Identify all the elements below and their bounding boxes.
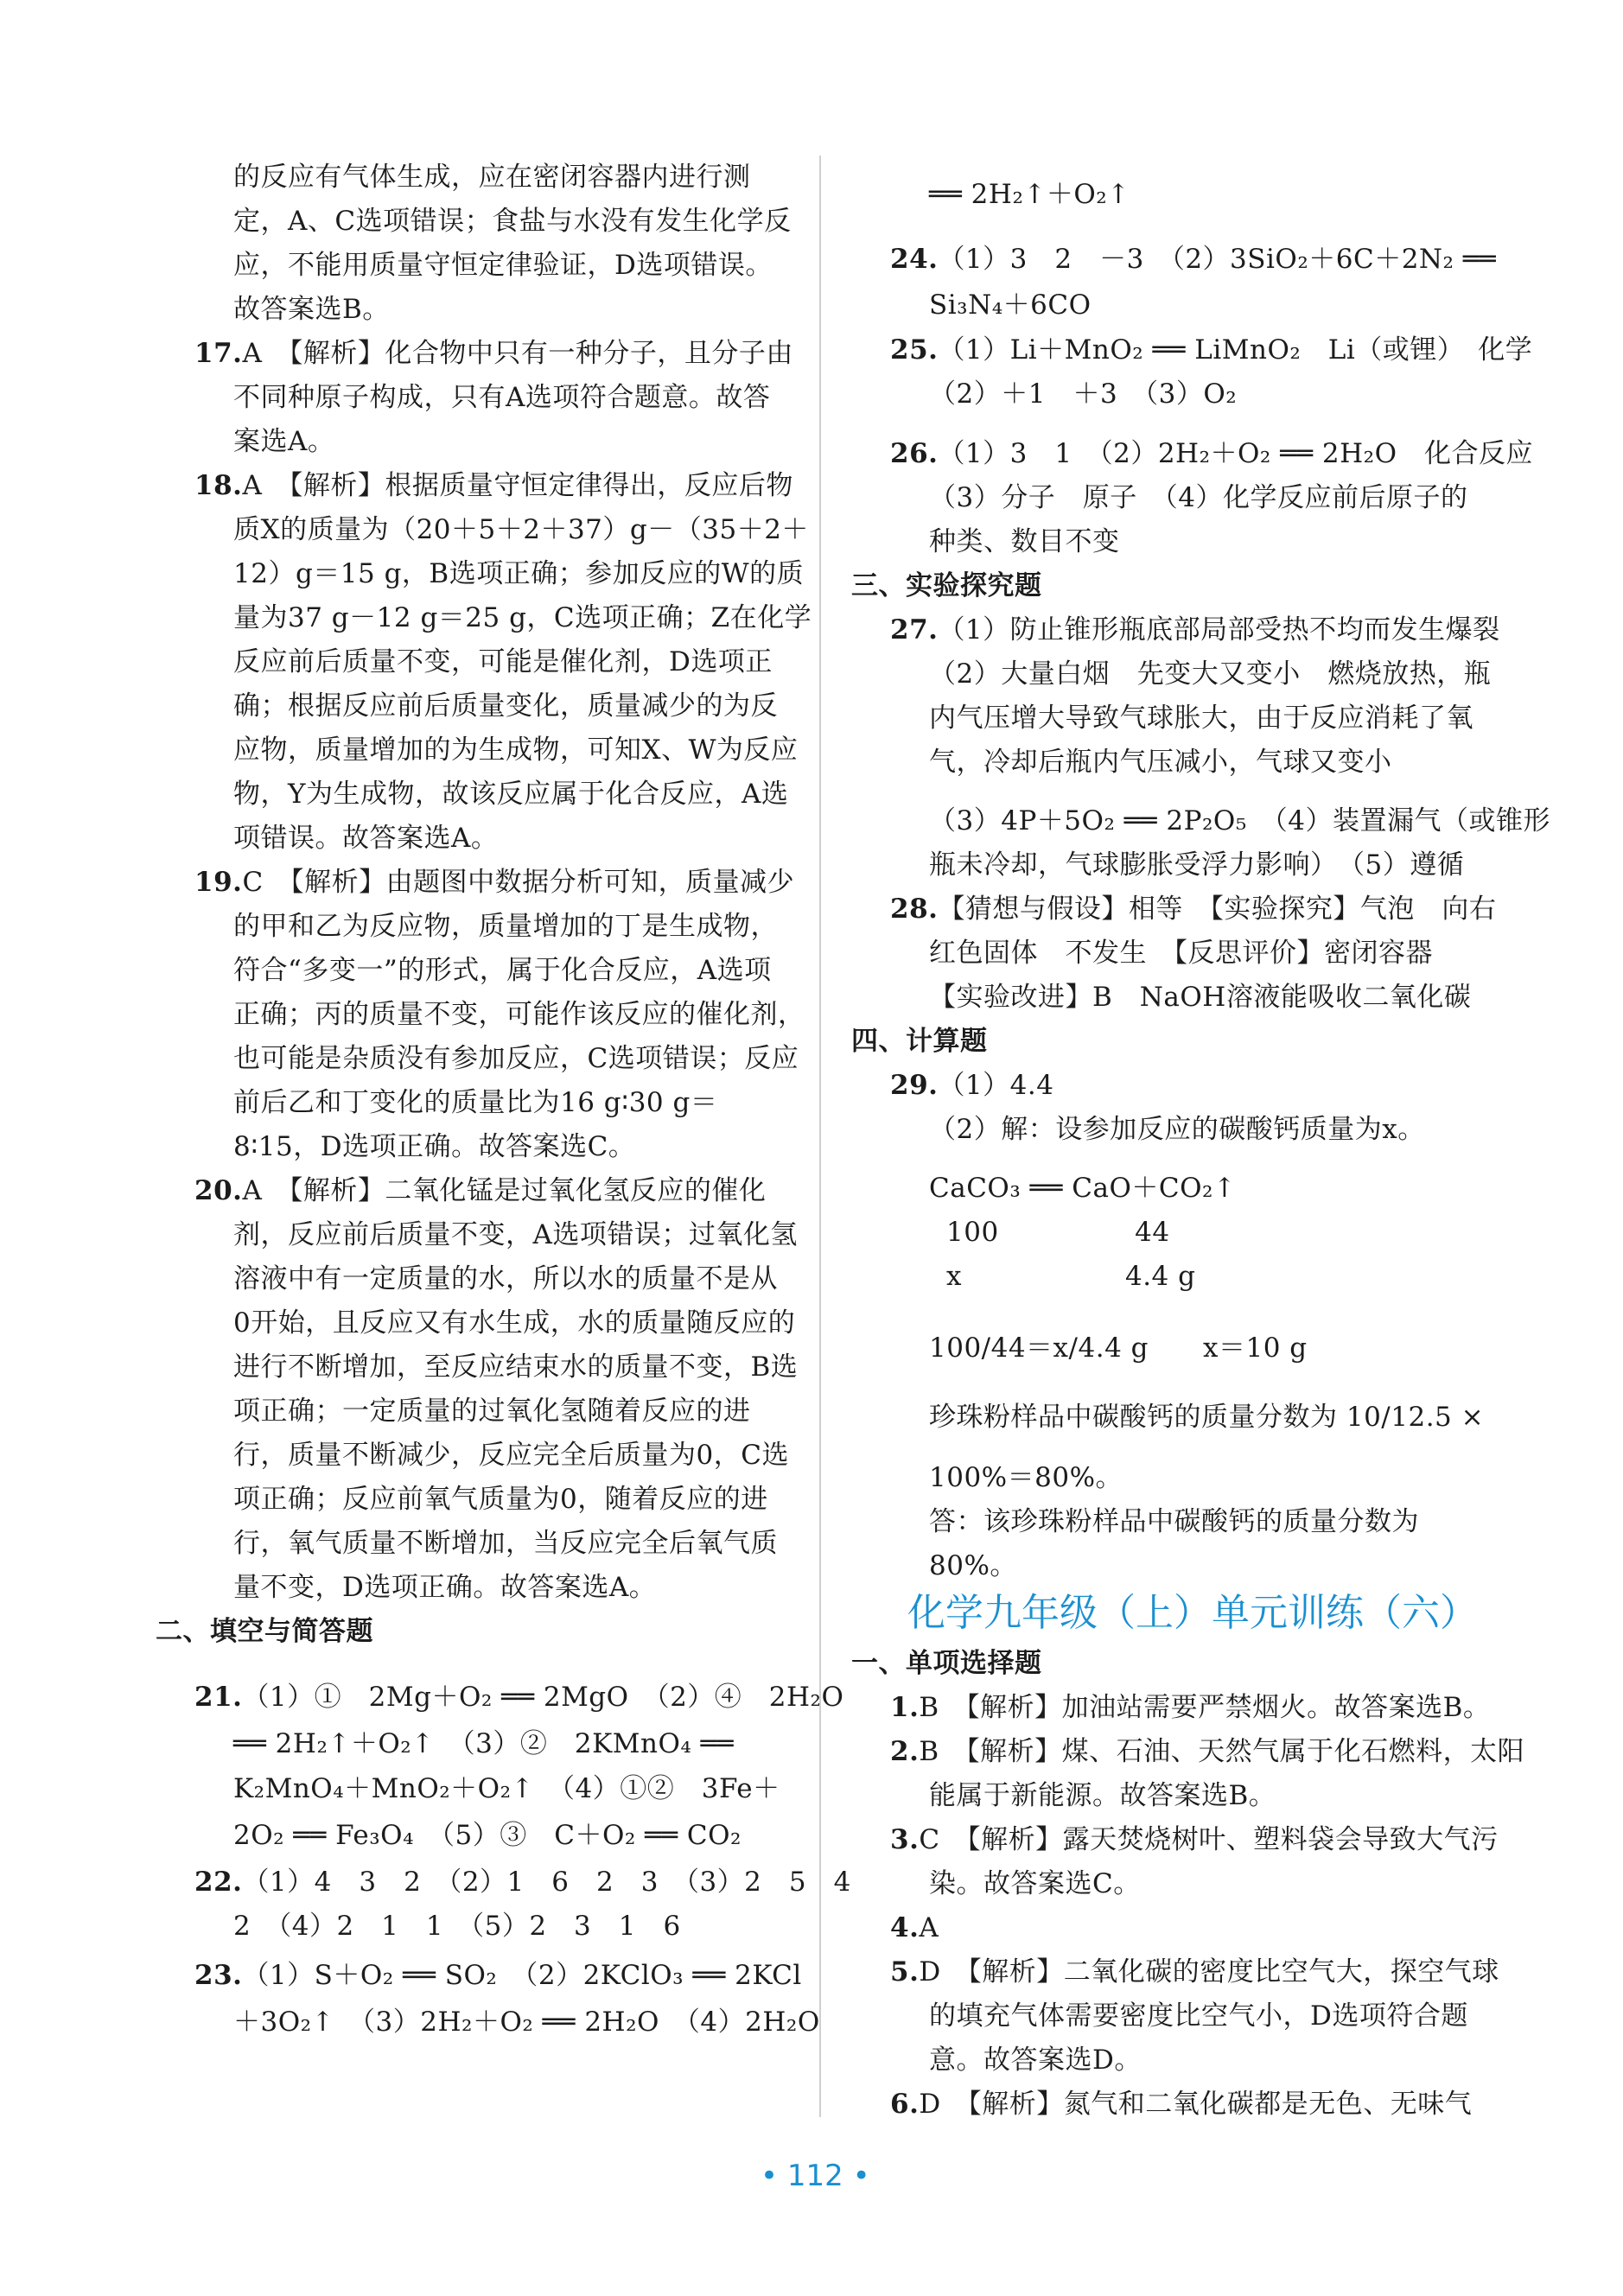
line-text: （2）大量白烟 先变大又变小 燃烧放热，瓶 — [929, 658, 1492, 690]
answer-line — [233, 1482, 768, 1517]
answer-line — [233, 380, 770, 415]
answer-line — [929, 2043, 1142, 2077]
line-text: 2O₂ ══ Fe₃O₄ （5）③ C＋O₂ ══ CO₂ — [233, 1820, 741, 1851]
line-text: 能属于新能源。故答案选B。 — [929, 1780, 1276, 1811]
line-text: 量不变，D选项正确。故答案选A。 — [233, 1572, 657, 1603]
line-text: CaCO₃ ══ CaO＋CO₂↑ — [929, 1173, 1237, 1204]
answer-line — [929, 745, 1392, 779]
answer-line — [890, 613, 1500, 647]
line-text: （2）解：设参加反应的碳酸钙质量为x。 — [929, 1114, 1425, 1145]
line-text: 确；根据反应前后质量变化，质量减少的为反 — [233, 690, 778, 722]
answer-line — [233, 733, 798, 767]
line-text: 一、单项选择题 — [851, 1648, 1042, 1679]
answer-line — [929, 177, 1130, 212]
line-text: C 【解析】由题图中数据分析可知，质量减少 — [242, 867, 795, 898]
answer-line — [929, 1400, 1484, 1434]
answer-line — [233, 1526, 778, 1561]
question-number: 22. — [194, 1867, 243, 1898]
line-text: 的甲和乙为反应物，质量增加的丁是生成物， — [233, 911, 778, 942]
answer-line — [929, 480, 1467, 515]
answer-line — [929, 848, 1464, 882]
page-number-dot-left: • — [761, 2159, 779, 2193]
answer-line — [233, 2005, 820, 2039]
answer-line — [929, 1549, 1017, 1583]
line-text: 100/44＝x/4.4 g x＝10 g — [929, 1332, 1308, 1364]
answer-line — [929, 1460, 1123, 1495]
answer-line — [233, 1771, 780, 1806]
answer-line — [929, 288, 1092, 322]
answer-line — [233, 1438, 789, 1472]
line-text: （1）4 3 2 （2）1 6 2 3 （3）2 5 4 — [242, 1867, 851, 1898]
question-number: 17. — [194, 338, 243, 369]
answer-line — [194, 1173, 766, 1208]
answer-line — [890, 1911, 939, 1945]
section-heading — [851, 1024, 988, 1059]
answer-line — [929, 1999, 1468, 2033]
answer-line — [890, 2087, 1472, 2121]
answer-line — [890, 1955, 1499, 1989]
question-number: 3. — [890, 1824, 920, 1855]
line-text: 气，冷却后瓶内气压减小，气球又变小 — [929, 747, 1392, 778]
line-text: D 【解析】二氧化碳的密度比空气大，探空气球 — [919, 1956, 1499, 1988]
section-heading — [851, 1646, 1042, 1681]
line-text: 质X的质量为（20＋5＋2＋37）g－（35＋2＋ — [233, 514, 809, 545]
line-text: 项正确；反应前氧气质量为0，随着反应的进 — [233, 1484, 768, 1515]
question-number: 26. — [890, 438, 939, 469]
answer-line — [929, 1171, 1236, 1205]
answer-line — [233, 1129, 635, 1164]
line-text: 100 44 — [946, 1217, 1170, 1248]
answer-line — [929, 1331, 1308, 1365]
answer-line — [890, 333, 1532, 367]
answer-line — [233, 1262, 778, 1296]
question-number: 24. — [890, 244, 939, 275]
answer-line — [233, 1350, 798, 1384]
answer-line — [194, 1865, 851, 1899]
line-text: 二、填空与简答题 — [156, 1616, 373, 1647]
question-number: 29. — [890, 1070, 939, 1101]
answer-line — [194, 1958, 802, 1993]
question-number: 28. — [890, 894, 939, 925]
line-text: 瓶未冷却，气球膨胀受浮力影响） （5）遵循 — [929, 849, 1465, 881]
line-text: C 【解析】露天焚烧树叶、塑料袋会导致大气污 — [919, 1824, 1499, 1855]
question-number: 4. — [890, 1912, 920, 1943]
line-text: ══ 2H₂↑＋O₂↑ （3）② 2KMnO₄ ══ — [233, 1728, 734, 1759]
question-number: 21. — [194, 1682, 243, 1713]
answer-line — [194, 336, 793, 371]
page-number-dot-right: • — [852, 2159, 870, 2193]
line-text: 12）g＝15 g，B选项正确；参加反应的W的质 — [233, 558, 805, 589]
line-text: 种类、数目不变 — [929, 526, 1120, 557]
answer-line — [890, 1822, 1499, 1857]
line-text: 三、实验探究题 — [851, 570, 1042, 601]
answer-line — [233, 1727, 734, 1761]
page-number-value: 112 — [786, 2159, 843, 2193]
answer-line — [929, 804, 1550, 838]
line-text: （3）分子 原子 （4）化学反应前后原子的 — [929, 482, 1468, 513]
line-text: （1）① 2Mg＋O₂ ══ 2MgO （2）④ 2H₂O — [242, 1682, 844, 1713]
answer-line — [233, 777, 788, 811]
answer-line — [929, 1112, 1425, 1147]
line-text: （2）＋1 ＋3 （3）O₂ — [929, 378, 1238, 410]
question-number: 19. — [194, 867, 243, 898]
line-text: （1）3 2 －3 （2）3SiO₂＋6C＋2N₂ ══ — [938, 244, 1497, 275]
answer-line — [233, 557, 804, 591]
line-text: D 【解析】氮气和二氧化碳都是无色、无味气 — [919, 2089, 1473, 2120]
line-text: 的反应有气体生成，应在密闭容器内进行测 — [233, 162, 751, 193]
line-text: ══ 2H₂↑＋O₂↑ — [929, 179, 1130, 210]
line-text: 内气压增大导致气球胀大，由于反应消耗了氧 — [929, 703, 1473, 734]
answer-line — [890, 242, 1496, 277]
answer-line — [233, 821, 498, 855]
unit-six-title: 化学九年级（上）单元训练（六） — [907, 1591, 1478, 1635]
line-text: 行，质量不断减少，反应完全后质量为0，C选 — [233, 1440, 789, 1471]
answer-line — [233, 601, 812, 635]
question-number: 27. — [890, 614, 939, 646]
answer-line — [233, 1085, 717, 1120]
line-text: 不同种原子构成，只有A选项符合题意。故答 — [233, 382, 771, 413]
answer-line — [194, 1680, 843, 1714]
line-text: 答：该珍珠粉样品中碳酸钙的质量分数为 — [929, 1506, 1419, 1537]
answer-line — [233, 1306, 795, 1340]
line-text: 100%＝80%。 — [929, 1462, 1123, 1493]
line-text: A 【解析】化合物中只有一种分子，且分子由 — [242, 338, 793, 369]
line-text: 珍珠粉样品中碳酸钙的质量分数为 10/12.5 × — [929, 1402, 1485, 1433]
answer-line — [946, 1215, 1170, 1250]
answer-line — [890, 1690, 1490, 1725]
answer-line — [233, 248, 773, 283]
line-text: 【实验改进】B NaOH溶液能吸收二氧化碳 — [929, 982, 1472, 1013]
question-number: 5. — [890, 1956, 920, 1988]
line-text: 符合“多变一”的形式，属于化合反应，A选项 — [233, 955, 772, 986]
answer-line — [233, 1570, 656, 1605]
line-text: （1）Li＋MnO₂ ══ LiMnO₂ Li（或锂） 化学 — [938, 334, 1533, 366]
line-text: 物，Y为生成物，故该反应属于化合反应，A选 — [233, 779, 789, 810]
answer-line — [929, 377, 1237, 411]
line-text: 剂，反应前后质量不变，A选项错误；过氧化氢 — [233, 1219, 798, 1250]
line-text: （3）4P＋5O₂ ══ 2P₂O₅ （4）装置漏气（或锥形 — [929, 805, 1550, 836]
line-text: 行，氧气质量不断增加，当反应完全后氧气质 — [233, 1528, 778, 1559]
question-number: 25. — [890, 334, 939, 366]
line-text: 也可能是杂质没有参加反应，C选项错误；反应 — [233, 1043, 799, 1074]
answer-line — [929, 657, 1491, 691]
line-text: A 【解析】二氧化锰是过氧化氢反应的催化 — [242, 1175, 767, 1206]
line-text: x 4.4 g — [946, 1261, 1196, 1292]
line-text: 0开始，且反应又有水生成，水的质量随反应的 — [233, 1307, 796, 1339]
line-text: 8∶15，D选项正确。故答案选C。 — [233, 1131, 636, 1162]
line-text: 项错误。故答案选A。 — [233, 823, 499, 854]
line-text: 项正确；一定质量的过氧化氢随着反应的进 — [233, 1396, 751, 1427]
line-text: 应物，质量增加的为生成物，可知X、W为反应 — [233, 735, 799, 766]
answer-line — [890, 1734, 1524, 1769]
line-text: 故答案选B。 — [233, 294, 390, 325]
answer-line — [929, 936, 1433, 970]
line-text: 2 （4）2 1 1 （5）2 3 1 6 — [233, 1911, 681, 1942]
line-text: 红色固体 不发生 【反思评价】密闭容器 — [929, 938, 1433, 969]
answer-line — [194, 865, 794, 900]
answer-line — [233, 997, 805, 1032]
answer-line — [929, 980, 1471, 1014]
answer-line — [233, 424, 334, 459]
answer-line — [929, 701, 1473, 735]
answer-line — [890, 436, 1533, 471]
answer-line — [233, 160, 751, 194]
answer-line — [233, 1394, 751, 1428]
question-number: 1. — [890, 1692, 920, 1723]
line-text: 进行不断增加，至反应结束水的质量不变，B选 — [233, 1352, 799, 1383]
line-text: B 【解析】煤、石油、天然气属于化石燃料，太阳 — [919, 1736, 1525, 1767]
answer-line — [194, 468, 793, 503]
line-text: （1）防止锥形瓶底部局部受热不均而发生爆裂 — [938, 614, 1500, 646]
answer-line — [233, 953, 772, 988]
line-text: 的填充气体需要密度比空气小，D选项符合题 — [929, 2000, 1468, 2032]
line-text: （1）S＋O₂ ══ SO₂ （2）2KClO₃ ══ 2KCl — [242, 1960, 802, 1991]
line-text: （1）4.4 — [938, 1070, 1054, 1101]
answer-line — [946, 1259, 1195, 1294]
column-divider — [819, 156, 821, 2117]
answer-line — [233, 292, 390, 327]
line-text: K₂MnO₄＋MnO₂＋O₂↑ （4）①② 3Fe＋ — [233, 1773, 780, 1804]
line-text: Si₃N₄＋6CO — [929, 289, 1092, 321]
line-text: 染。故答案选C。 — [929, 1868, 1141, 1899]
line-text: B 【解析】加油站需要严禁烟火。故答案选B。 — [919, 1692, 1491, 1723]
line-text: 【猜想与假设】相等 【实验探究】气泡 向右 — [938, 894, 1497, 925]
answer-line — [890, 892, 1496, 926]
answer-line — [929, 525, 1120, 559]
line-text: A 【解析】根据质量守恒定律得出，反应后物 — [242, 470, 793, 501]
section-heading — [156, 1614, 373, 1649]
question-number: 6. — [890, 2089, 920, 2120]
answer-line — [233, 909, 778, 944]
answer-line — [233, 1909, 681, 1943]
line-text: （1）3 1 （2）2H₂＋O₂ ══ 2H₂O 化合反应 — [938, 438, 1533, 469]
line-text: 溶液中有一定质量的水，所以水的质量不是从 — [233, 1263, 778, 1294]
answer-line — [233, 512, 809, 547]
line-text: 四、计算题 — [851, 1026, 988, 1057]
answer-line — [233, 645, 773, 679]
line-text: 定，A、C选项错误；食盐与水没有发生化学反 — [233, 206, 792, 237]
answer-line — [233, 1218, 798, 1252]
section-heading — [851, 569, 1042, 603]
line-text: 应，不能用质量守恒定律验证，D选项错误。 — [233, 250, 773, 281]
question-number: 20. — [194, 1175, 243, 1206]
line-text: 前后乙和丁变化的质量比为16 g∶30 g＝ — [233, 1087, 718, 1118]
line-text: 案选A。 — [233, 426, 335, 457]
question-number: 23. — [194, 1960, 243, 1991]
answer-line — [929, 1504, 1419, 1539]
line-text: 反应前后质量不变，可能是催化剂，D选项正 — [233, 646, 773, 677]
line-text: 量为37 g－12 g＝25 g，C选项正确；Z在化学 — [233, 602, 812, 633]
answer-line — [929, 1778, 1276, 1813]
line-text: 意。故答案选D。 — [929, 2045, 1142, 2076]
answer-line — [890, 1068, 1053, 1103]
answer-line — [233, 1818, 741, 1853]
line-text: 正确；丙的质量不变，可能作该反应的催化剂， — [233, 999, 805, 1030]
line-text: A — [919, 1912, 939, 1943]
answer-line — [233, 1041, 799, 1076]
line-text: 80%。 — [929, 1550, 1017, 1581]
answer-line — [233, 204, 792, 239]
line-text: ＋3O₂↑ （3）2H₂＋O₂ ══ 2H₂O （4）2H₂O — [233, 2007, 820, 2038]
question-number: 2. — [890, 1736, 920, 1767]
answer-line — [233, 689, 778, 723]
page-number — [761, 2159, 870, 2193]
answer-line — [929, 1867, 1141, 1901]
question-number: 18. — [194, 470, 243, 501]
